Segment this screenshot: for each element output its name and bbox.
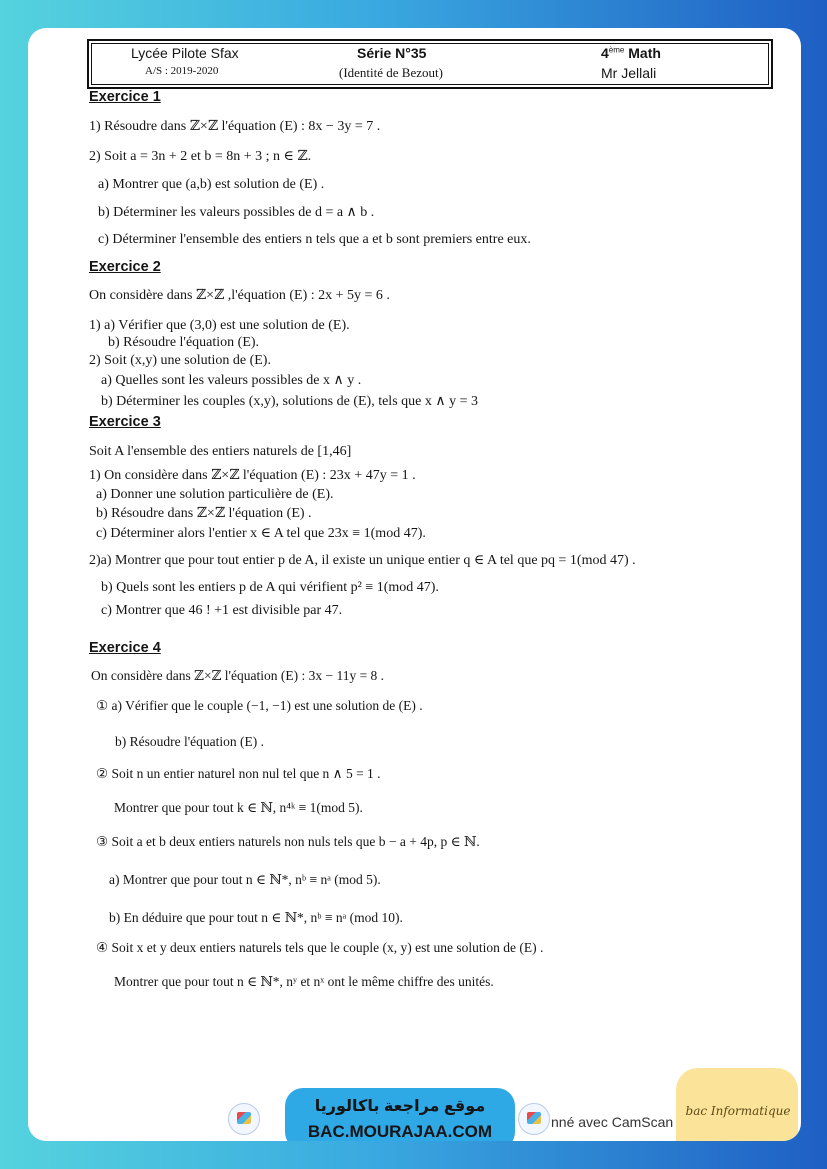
level-number: 4: [601, 45, 609, 61]
ex3-line: Soit A l'ensemble des entiers naturels de [1,46]: [89, 444, 352, 459]
ex4-line: ② Soit n un entier naturel non nul tel que n ∧ 5 = 1 .: [96, 766, 381, 781]
ex1-line: 2) Soit a = 3n + 2 et b = 8n + 3 ; n ∈ ℤ.: [89, 149, 312, 164]
serie-number: Série N°35: [357, 45, 427, 61]
ex4-line: Montrer que pour tout k ∈ ℕ, n⁴ᵏ ≡ 1(mod 5).: [114, 800, 363, 815]
ex4-line: b) Résoudre l'équation (E) .: [115, 734, 265, 749]
ex2-line: On considère dans ℤ×ℤ ,l'équation (E) : 2x + 5y = 6 .: [89, 288, 390, 303]
ex4-line: Montrer que pour tout n ∈ ℕ*, nʸ et nˣ ont le même chiffre des unités.: [114, 974, 494, 989]
serie-topic: (Identité de Bezout): [339, 65, 443, 80]
bac-informatique-label: bac Informatique: [685, 1104, 791, 1118]
ex4-line: ④ Soit x et y deux entiers naturels tels que le couple (x, y) est une solution de (E) .: [96, 940, 544, 955]
bac-informatique-badge: [676, 1068, 798, 1141]
exercise-4-title: Exercice 4: [89, 640, 161, 656]
ex2-line: 1) a) Vérifier que (3,0) est une solution de (E).: [89, 318, 350, 333]
ex3-line: 2)a) Montrer que pour tout entier p de A, il existe un unique entier q ∈ A tel que pq = 1(mod 47) .: [89, 553, 636, 568]
exercise-2-title: Exercice 2: [89, 259, 161, 275]
ex4-line: a) Montrer que pour tout n ∈ ℕ*, nᵇ ≡ nᵃ (mod 5).: [109, 872, 381, 887]
ex4-line: ③ Soit a et b deux entiers naturels non nuls tels que b − a + 4p, p ∈ ℕ.: [96, 834, 480, 849]
ex3-line: c) Montrer que 46 ! +1 est divisible par 47.: [101, 603, 343, 618]
ex4-line: ① a) Vérifier que le couple (−1, −1) est une solution de (E) .: [96, 698, 423, 713]
ex3-line: c) Déterminer alors l'entier x ∈ A tel que 23x ≡ 1(mod 47).: [96, 526, 426, 541]
header-box: [87, 39, 773, 89]
site-badge[interactable]: [285, 1088, 515, 1141]
ex2-line: b) Déterminer les couples (x,y), solutions de (E), tels que x ∧ y = 3: [101, 394, 479, 409]
ex1-line: 1) Résoudre dans ℤ×ℤ l'équation (E) : 8x − 3y = 7 .: [89, 119, 381, 134]
ex2-line: b) Résoudre l'équation (E).: [108, 335, 260, 350]
exam-sheet: [28, 28, 801, 1141]
exercise-1-title: Exercice 1: [89, 89, 161, 105]
ex3-line: b) Quels sont les entiers p de A qui vérifient p² ≡ 1(mod 47).: [101, 580, 439, 595]
level-word: Math: [624, 45, 661, 61]
site-logo-icon: [518, 1103, 550, 1135]
site-arabic-title: موقع مراجعة باكالوريا: [314, 1098, 486, 1115]
ex3-line: 1) On considère dans ℤ×ℤ l'équation (E) : 23x + 47y = 1 .: [89, 468, 416, 483]
site-url[interactable]: BAC.MOURAJAA.COM: [307, 1122, 493, 1141]
ex1-line: c) Déterminer l'ensemble des entiers n tels que a et b sont premiers entre eux.: [98, 232, 531, 247]
ex1-line: b) Déterminer les valeurs possibles de d = a ∧ b .: [98, 205, 375, 220]
exercise-3-title: Exercice 3: [89, 414, 161, 430]
class-level: [601, 45, 661, 61]
ex4-line: On considère dans ℤ×ℤ l'équation (E) : 3x − 11y = 8 .: [91, 668, 385, 683]
site-logo-icon: [228, 1103, 260, 1135]
school-year: A/S : 2019-2020: [145, 65, 219, 77]
ex3-line: a) Donner une solution particulière de (E).: [96, 487, 334, 502]
ex4-line: b) En déduire que pour tout n ∈ ℕ*, nᵇ ≡ nᵃ (mod 10).: [109, 910, 403, 925]
ex2-line: a) Quelles sont les valeurs possibles de x ∧ y .: [101, 373, 362, 388]
teacher-name: Mr Jellali: [601, 65, 657, 81]
ex3-line: b) Résoudre dans ℤ×ℤ l'équation (E) .: [96, 506, 312, 521]
ex2-line: 2) Soit (x,y) une solution de (E).: [89, 353, 271, 368]
scanner-watermark: nné avec CamScan: [551, 1114, 674, 1130]
ex1-line: a) Montrer que (a,b) est solution de (E) .: [98, 177, 325, 192]
school-name: Lycée Pilote Sfax: [131, 45, 239, 61]
level-superscript: ème: [608, 45, 625, 55]
